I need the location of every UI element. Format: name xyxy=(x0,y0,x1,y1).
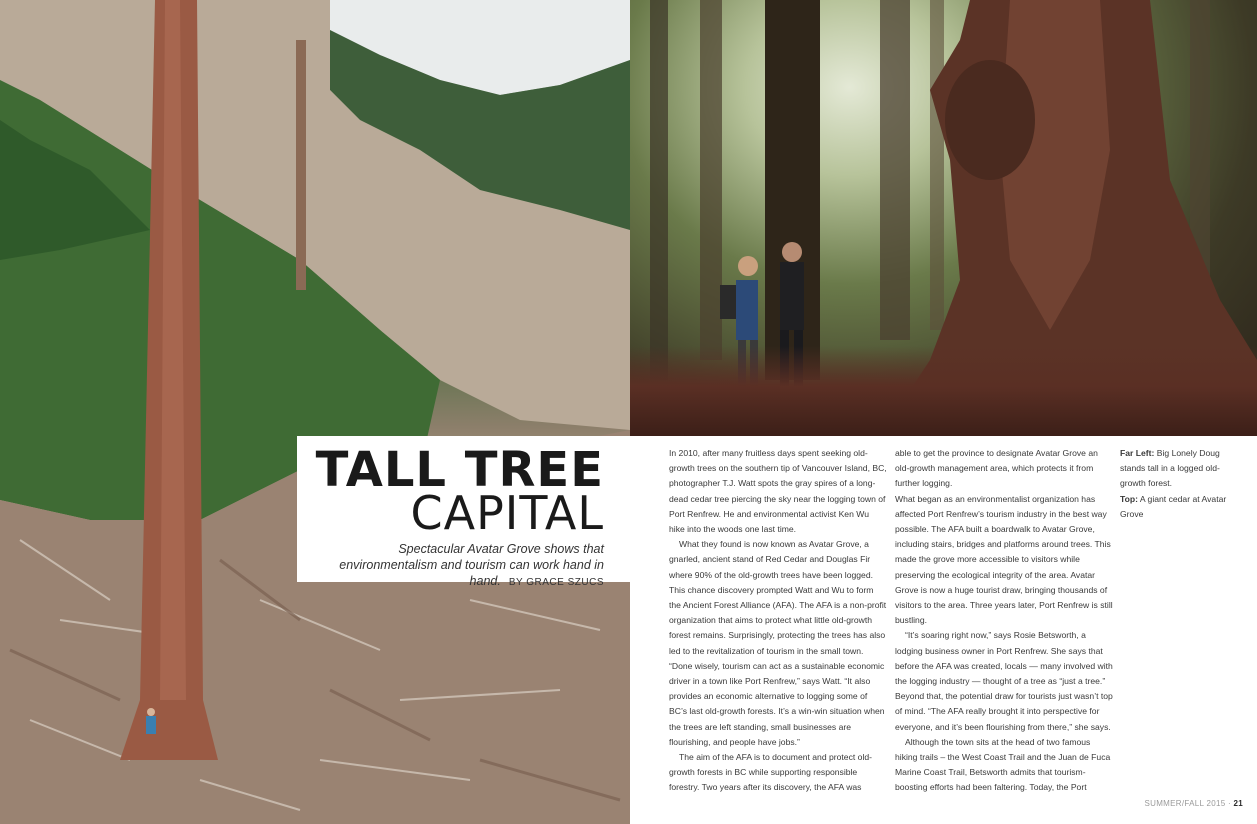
deck xyxy=(309,541,604,591)
article-column-2 xyxy=(895,446,1113,796)
deck-text: Spectacular Avatar Grove shows that environmentalism and tourism can work hand in hand. xyxy=(339,542,604,588)
giant-cedar-photo xyxy=(630,0,1257,436)
caption-text: Big Lonely Doug stands tall in a logged old-growth forest. xyxy=(1120,448,1220,489)
caption-far-left xyxy=(1120,446,1230,492)
issue-label: SUMMER/FALL 2015 · xyxy=(1144,799,1231,808)
caption-top xyxy=(1120,492,1230,522)
paragraph: able to get the province to designate Avatar Grove an old-growth management area, which protects it from further logging. xyxy=(895,448,1098,489)
title-box xyxy=(297,436,630,588)
caption-text: A giant cedar at Avatar Grove xyxy=(1120,493,1227,519)
headline-line-2: CAPITAL xyxy=(410,486,604,540)
caption-label: Far Left: xyxy=(1120,448,1155,458)
paragraph: In 2010, after many fruitless days spent seeking old-growth trees on the southern tip of Vancouver Island, BC, photographer T.J. Watt spots the gray spires of a long-dead cedar tree piercing the sky near the logging town of Port Renfrew. He and environmental activist Ken Wu hike into the woods one last time. xyxy=(669,448,887,535)
byline: BY GRACE SZUCS xyxy=(508,577,604,588)
photo-caption xyxy=(1120,446,1230,522)
article-column-1 xyxy=(669,446,887,796)
paragraph: “It’s soaring right now,” says Rosie Betsworth, a lodging business owner in Port Renfrew. She says that before the AFA was created, locals — many involved with the logging industry — thought of a tree as “just a tree.” Beyond that, the potential draw for tourists just wasn’t top of mind. “The AFA really brought it into perspective for everyone, and it’s been flourishing from there,” she says. xyxy=(895,630,1113,732)
page-number: 21 xyxy=(1233,799,1243,808)
caption-label: Top: xyxy=(1120,493,1138,504)
paragraph: The aim of the AFA is to document and protect old-growth forests in BC while supporting responsible forestry. Two years after its discovery, the AFA was xyxy=(669,752,872,793)
paragraph: Although the town sits at the head of two famous hiking trails – the West Coast Trail and the Juan de Fuca Marine Coast Trail, Betsworth admits that tourism-boosting efforts had been faltering. Today, the Port xyxy=(895,736,1111,793)
headline-line-1: TALL TREE xyxy=(315,442,604,498)
page-folio xyxy=(1145,799,1244,808)
forest-floor xyxy=(630,346,1257,436)
paragraph: What they found is now known as Avatar Grove, a gnarled, ancient stand of Red Cedar and Douglas Fir where 90% of the old-growth trees have been logged. This chance discovery prompted Watt and Wu to form the Ancient Forest Alliance (AFA). The AFA is a non-profit organization that aims to protect what little old-growth forest remains. Surprisingly, protecting the trees has also led to the revitalization of tourism in the small town. “Done wisely, tourism can act as a sustainable economic driver in a town like Port Renfrew,” says Watt. “It also provides an economic alternative to logging some of BC’s last old-growth forests. It’s a win-win situation when the trees are left standing, small businesses are flourishing, and people have jobs.” xyxy=(669,539,887,747)
paragraph: What began as an environmentalist organization has affected Port Renfrew’s tourism industry in the best way possible. The AFA built a boardwalk to Avatar Grove, including stairs, bridges and platforms around trees. This made the grove more accessible to visitors while preserving the ecological integrity of the area. Avatar Grove is now a huge tourist draw, bringing thousands of visitors to the area. Three years later, Port Renfrew is still bustling. xyxy=(895,493,1113,626)
